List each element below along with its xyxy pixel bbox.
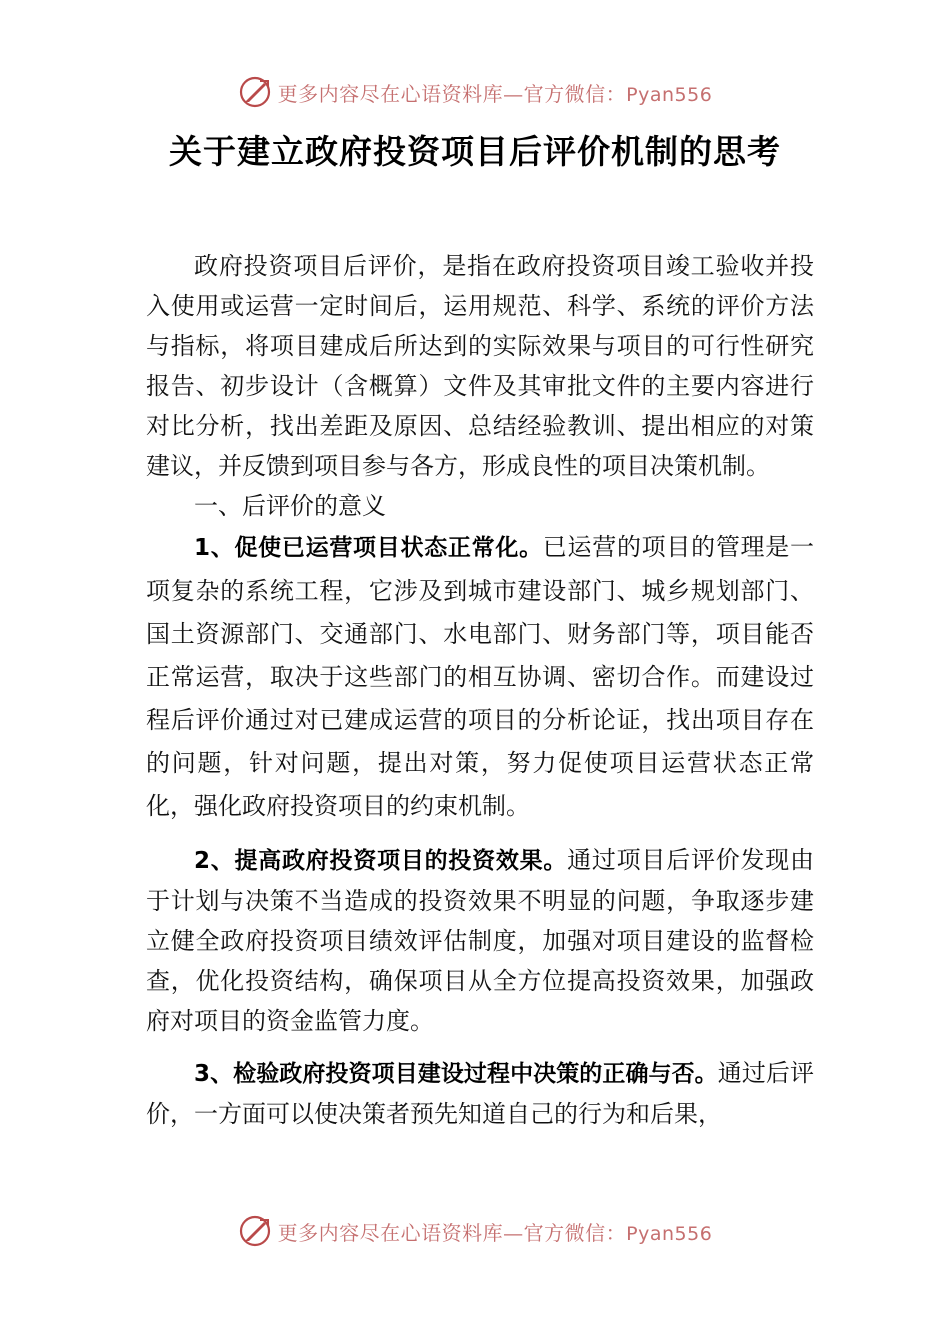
quill-pen-logo-icon bbox=[238, 75, 272, 109]
point-2-paragraph bbox=[146, 840, 814, 1041]
point-3-paragraph bbox=[146, 1053, 814, 1134]
point-2-heading: 2、提高政府投资项目的投资效果。 bbox=[194, 848, 568, 874]
header-banner bbox=[0, 72, 950, 112]
wechat-id: Pyan556 bbox=[626, 1222, 713, 1245]
point-3-heading: 3、检验政府投资项目建设过程中决策的正确与否。 bbox=[194, 1061, 718, 1087]
point-1-paragraph bbox=[146, 526, 814, 828]
page-title: 关于建立政府投资项目后评价机制的思考 bbox=[169, 132, 781, 171]
footer-banner bbox=[0, 1211, 950, 1251]
intro-paragraph: 政府投资项目后评价，是指在政府投资项目竣工验收并投入使用或运营一定时间后，运用规范、科学、系统的评价方法与指标，将项目建成后所达到的实际效果与项目的可行性研究报告、初步设计（含概算）文件及其审批文件的主要内容进行对比分析，找出差距及原因、总结经验教训、提出相应的对策建议，并反馈到项目参与各方，形成良性的项目决策机制。 bbox=[146, 252, 814, 480]
point-2-text: 通过项目后评价发现由于计划与决策不当造成的投资效果不明显的问题，争取逐步建立健全政府投资项目绩效评估制度，加强对项目建设的监督检查，优化投资结构，确保项目从全方位提高投资效果，加强政府对项目的资金监管力度。 bbox=[146, 846, 814, 1035]
banner-text: 更多内容尽在心语资料库—官方微信：Pyan556 bbox=[277, 1220, 713, 1245]
section-heading: 一、后评价的意义 bbox=[194, 492, 386, 520]
point-1-text: 已运营的项目的管理是一项复杂的系统工程，它涉及到城市建设部门、城乡规划部门、国土资源部门、交通部门、水电部门、财务部门等，项目能否正常运营，取决于这些部门的相互协调、密切合作。而建设过程后评价通过对已建成运营的项目的分析论证，找出项目存在的问题，针对问题，提出对策，努力促使项目运营状态正常化，强化政府投资项目的约束机制。 bbox=[146, 533, 814, 820]
point-3-text: 通过后评价，一方面可以使决策者预先知道自己的行为和后果， bbox=[146, 1059, 814, 1128]
document-body bbox=[146, 246, 814, 1134]
point-1-heading: 1、促使已运营项目状态正常化。 bbox=[194, 535, 543, 561]
wechat-id: Pyan556 bbox=[626, 83, 713, 106]
quill-pen-logo-icon bbox=[238, 1214, 272, 1248]
banner-text: 更多内容尽在心语资料库—官方微信：Pyan556 bbox=[277, 81, 713, 106]
